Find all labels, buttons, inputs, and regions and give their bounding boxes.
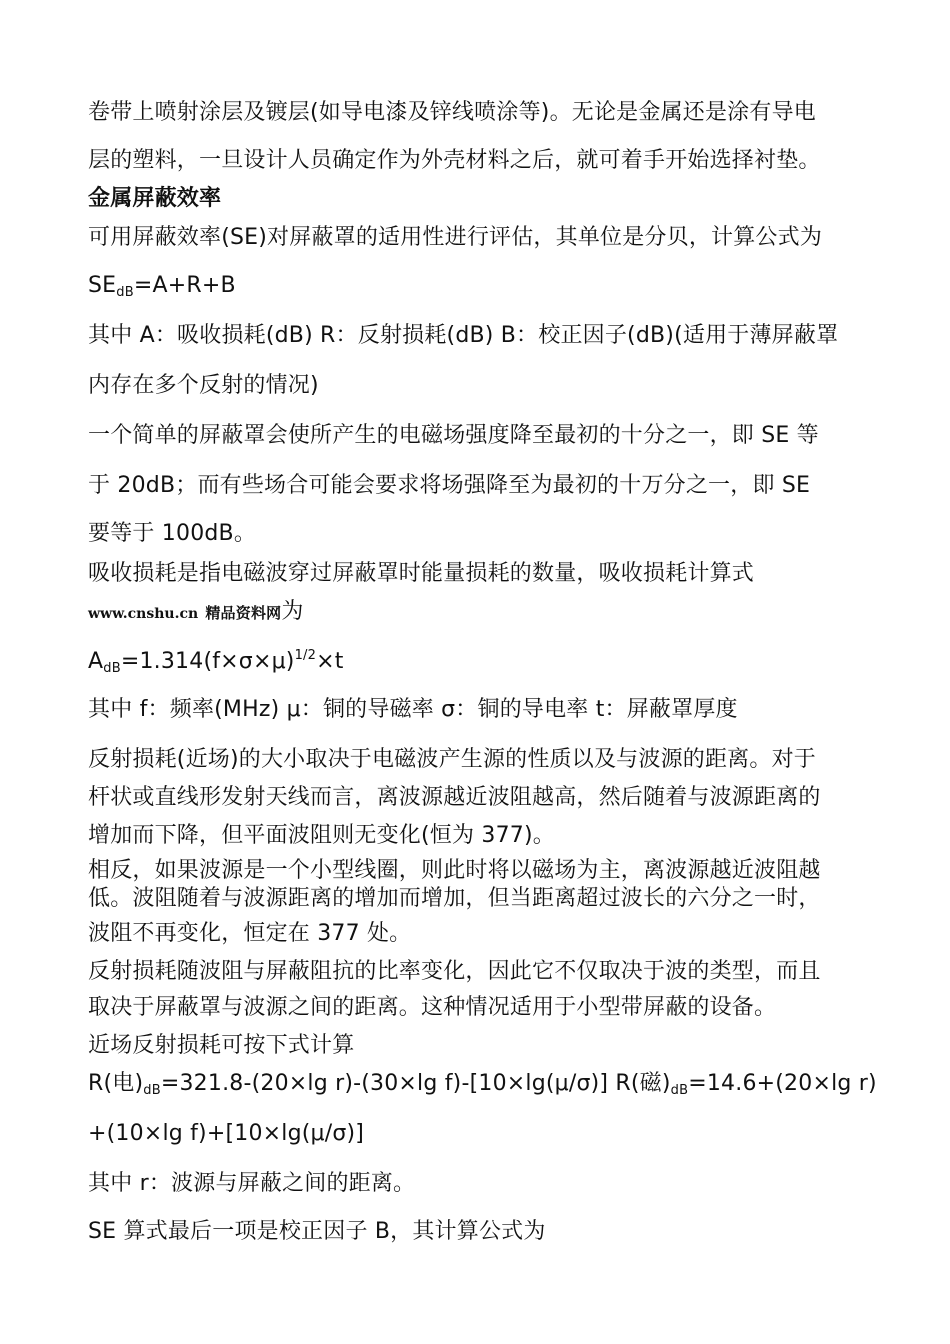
text-line-17: 反射损耗随波阻与屏蔽阻抗的比率变化，因此它不仅取决于波的类型，而且 bbox=[88, 959, 821, 984]
formula-a-end: ×t bbox=[316, 649, 344, 674]
formula-a-main: A bbox=[88, 649, 104, 674]
formula-r bbox=[88, 1070, 877, 1098]
text-line-1: 卷带上喷射涂层及镀层(如导电漆及锌线喷涂等)。无论是金属还是涂有导电 bbox=[88, 100, 816, 125]
text-line-6: 一个简单的屏蔽罩会使所产生的电磁场强度降至最初的十分之一，即 SE 等 bbox=[88, 423, 819, 448]
formula-r1-rest: =321.8-(20×lg r)-(30×lg f)-[10×lg(μ/σ)] R(磁) bbox=[160, 1071, 671, 1096]
formula-r2-rest: =14.6+(20×lg r) bbox=[688, 1071, 877, 1096]
formula-se-sub: dB bbox=[116, 285, 134, 300]
text-line-3: 可用屏蔽效率(SE)对屏蔽罩的适用性进行评估，其单位是分贝，计算公式为 bbox=[88, 225, 823, 250]
watermark-line bbox=[88, 598, 304, 628]
text-line-18: 取决于屏蔽罩与波源之间的距离。这种情况适用于小型带屏蔽的设备。 bbox=[88, 995, 777, 1020]
text-line-12: 杆状或直线形发射天线而言，离波源越近波阻越高，然后随着与波源距离的 bbox=[88, 785, 821, 810]
section-heading: 金属屏蔽效率 bbox=[88, 186, 222, 211]
text-line-4: 其中 A：吸收损耗(dB) R：反射损耗(dB) B：校正因子(dB)(适用于薄屏蔽罩 bbox=[88, 323, 839, 348]
formula-se-rest: =A+R+B bbox=[133, 273, 236, 298]
formula-a-sub: dB bbox=[103, 661, 121, 676]
text-line-20: +(10×lg f)+[10×lg(μ/σ)] bbox=[88, 1121, 365, 1146]
formula-r1-sub: dB bbox=[143, 1083, 161, 1098]
watermark-tail: 为 bbox=[281, 599, 304, 624]
text-line-16: 波阻不再变化，恒定在 377 处。 bbox=[88, 921, 412, 946]
formula-se-main: SE bbox=[88, 273, 117, 298]
text-line-8: 要等于 100dB。 bbox=[88, 521, 257, 546]
text-line-15: 低。波阻随着与波源距离的增加而增加，但当距离超过波长的六分之一时， bbox=[88, 886, 821, 911]
formula-r2-sub: dB bbox=[670, 1083, 689, 1098]
formula-a-sup: 1/2 bbox=[294, 648, 317, 663]
text-line-5: 内存在多个反射的情况) bbox=[88, 373, 319, 398]
text-line-9: 吸收损耗是指电磁波穿过屏蔽罩时能量损耗的数量，吸收损耗计算式 bbox=[88, 561, 755, 586]
text-line-13: 增加而下降，但平面波阻则无变化(恒为 377)。 bbox=[88, 823, 555, 848]
watermark-url: www.cnshu.cn bbox=[88, 606, 199, 622]
text-line-11: 反射损耗(近场)的大小取决于电磁波产生源的性质以及与波源的距离。对于 bbox=[88, 747, 816, 772]
watermark-site: 精品资料网 bbox=[205, 604, 282, 622]
text-line-10: 其中 f：频率(MHz) μ：铜的导磁率 σ：铜的导电率 t：屏蔽罩厚度 bbox=[88, 697, 738, 722]
formula-a-mid: =1.314(f×σ×μ) bbox=[120, 649, 295, 674]
text-line-19: 近场反射损耗可按下式计算 bbox=[88, 1033, 355, 1058]
formula-se bbox=[88, 272, 236, 300]
text-line-7: 于 20dB；而有些场合可能会要求将场强降至为最初的十万分之一，即 SE bbox=[88, 473, 811, 498]
formula-a bbox=[88, 648, 344, 676]
text-line-14: 相反，如果波源是一个小型线圈，则此时将以磁场为主，离波源越近波阻越 bbox=[88, 858, 821, 883]
text-line-21: 其中 r：波源与屏蔽之间的距离。 bbox=[88, 1171, 416, 1196]
text-line-2: 层的塑料，一旦设计人员确定作为外壳材料之后，就可着手开始选择衬垫。 bbox=[88, 148, 821, 173]
formula-r1-main: R(电) bbox=[88, 1071, 144, 1096]
text-line-22: SE 算式最后一项是校正因子 B，其计算公式为 bbox=[88, 1219, 546, 1244]
